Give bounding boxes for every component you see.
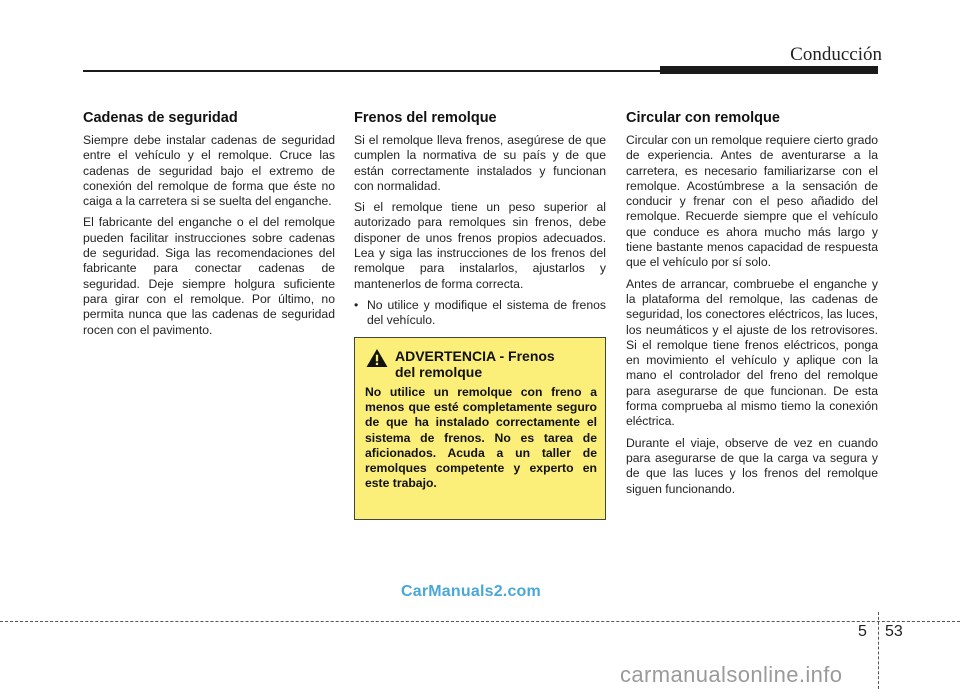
- paragraph: El fabricante del enganche o el del remolque pueden facilitar instrucciones sobre cadenas de seguridad. Siga las recomendaciones del fabricante para conectar cadenas de seguridad. Deje siempre holgura suficiente para girar con el remolque. Por último, no permita nunca que las cadenas de seguridad rocen con el pavimento.: [83, 215, 335, 337]
- warning-triangle-icon: [365, 348, 389, 368]
- column-safety-chains: [83, 110, 335, 344]
- column-towing: [626, 110, 878, 503]
- heading-trailer-brakes: Frenos del remolque: [354, 110, 497, 126]
- column-trailer-brakes: [354, 110, 606, 329]
- bullet-symbol: •: [354, 297, 359, 312]
- footer-divider-vertical: [878, 612, 879, 689]
- header-rule-thick: [660, 66, 878, 74]
- paragraph: Si el remolque tiene un peso superior al autorizado para remolques sin frenos, debe disponer de unos frenos propios adecuados. Lea y siga las instrucciones de los frenos del remolque para instalarlos, ajustarlos y mantenerlos de forma correcta.: [354, 200, 606, 291]
- chapter-number: 5: [858, 623, 867, 640]
- warning-title-line1: ADVERTENCIA - Frenos: [395, 348, 555, 364]
- warning-body: No utilice un remolque con freno a menos que esté completamente seguro de que ha instalado correctamente el sistema de frenos. No es tarea de aficionados. Acuda a un taller de remolques competente y experto en este trabajo.: [365, 385, 597, 491]
- bullet-text: No utilice y modifique el sistema de frenos del vehículo.: [367, 297, 606, 328]
- watermark-link[interactable]: CarManuals2.com: [401, 583, 541, 600]
- paragraph: Si el remolque lleva frenos, asegúrese de que cumplen la normativa de su país y de que están correctamente instalados y funcionan con normalidad.: [354, 133, 606, 193]
- section-title: Conducción: [790, 44, 882, 65]
- heading-towing: Circular con remolque: [626, 110, 780, 126]
- paragraph: Siempre debe instalar cadenas de seguridad entre el vehículo y el remolque. Cruce las cadenas de seguridad bajo el extremo de conexión del remolque de forma que éste no caiga a la carretera si se suelta del enganche.: [83, 133, 335, 209]
- page-number: 53: [885, 623, 903, 640]
- paragraph: Circular con un remolque requiere cierto grado de experiencia. Antes de aventurarse a la carretera, es necesario familiarizarse con el remolque. Acostúmbrese a la sensación de conducir y frenar con el peso añadido del remolque. Recuerde siempre que el vehículo que conduce es ahora mucho más largo y tiene bastante menos capacidad de respuesta que el vehículo por sí solo.: [626, 133, 879, 270]
- warning-title-line2: del remolque: [395, 364, 483, 380]
- bullet-item: [354, 298, 606, 329]
- paragraph: Antes de arrancar, combruebe el enganche y la plataforma del remolque, las cadenas de seguridad, los conectores eléctricos, las luces, los neumáticos y el ajuste de los retrovisores. Si el remolque tiene frenos eléctricos, ponga en movimiento el vehículo y aplique con la mano el controlador del freno del remolque para asegurarse de que funcionan. De esta forma comprueba al mismo tiemo la conexión eléctrica.: [626, 276, 878, 429]
- paragraph: Durante el viaje, observe de vez en cuando para asegurarse de que la carga va segura y de que las luces y los frenos del remolque siguen funcionando.: [626, 435, 878, 496]
- heading-safety-chains: Cadenas de seguridad: [83, 110, 238, 126]
- header-rule: [83, 70, 663, 72]
- footer-site-link[interactable]: carmanualsonline.info: [620, 662, 843, 687]
- footer-divider: [0, 621, 960, 622]
- warning-header: [365, 348, 597, 380]
- warning-title: [395, 348, 555, 380]
- warning-box: [354, 337, 606, 520]
